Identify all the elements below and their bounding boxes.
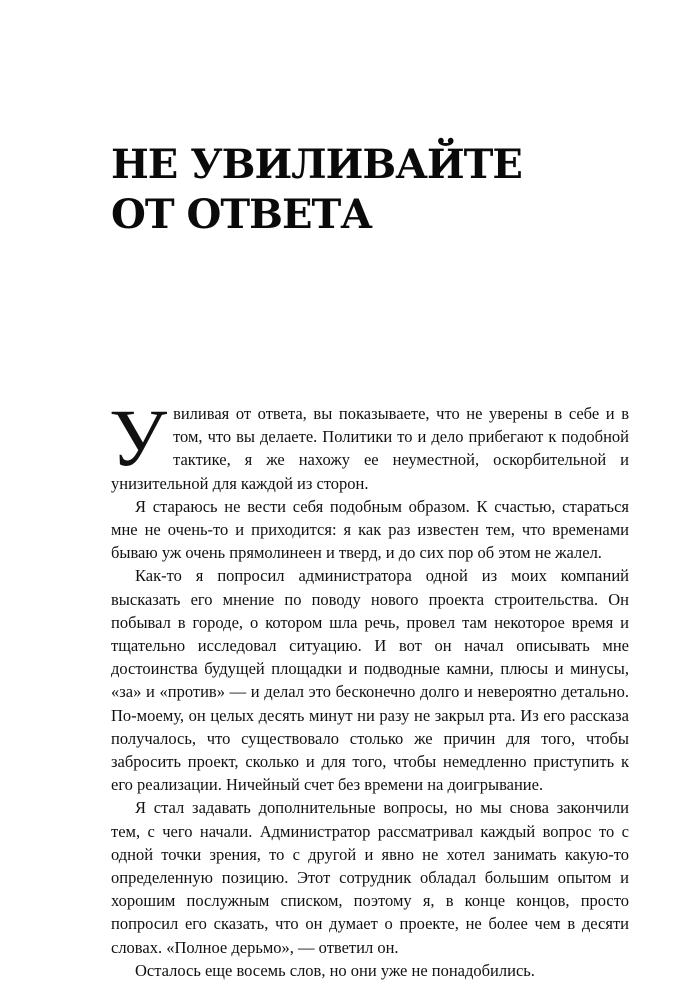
- paragraph-3: Как-то я попросил администратора одной из моих компаний высказать его мнение по поводу нового проекта строительства. Он побывал в городе, о котором шла речь, провел там некоторое время и тщательно исследовал ситуацию. И вот он начал описывать мне достоинства будущей площадки и подводные камни, плюсы и минусы, «за» и «против» — и делал это бесконечно долго и невероятно детально. По-моему, он целых десять минут ни разу не закрыл рта. Из его рассказа получалось, что существовало столько же причин для того, чтобы забросить проект, сколько и для того, чтобы немедленно приступить к его реализации. Ничейный счет без времени на доигрывание.: [111, 566, 629, 795]
- paragraph-5: Осталось еще восемь слов, но они уже не понадобились.: [135, 960, 535, 980]
- paragraph-2: Я стараюсь не вести себя подобным образом. К счастью, стараться мне не очень-то и приходится: я как раз известен тем, что временами бываю уж очень прямолинеен и тверд, и до сих пор об этом не жалел.: [111, 496, 629, 563]
- paragraph-4: Я стал задавать дополнительные вопросы, но мы снова закончили тем, с чего начали. Администратор рассматривал каждый вопрос то с одной точки зрения, то с другой и явно не хотел занимать какую-то определенную позицию. Этот сотрудник обладал большим опытом и хорошим послужным списком, поэтому я, в конце концов, просто попросил его сказать, что он думает о проекте, не более чем в десяти словах. «Полное дерьмо», — ответил он.: [111, 798, 629, 957]
- paragraph-1-text: виливая от ответа, вы показываете, что не уверены в себе и в том, что вы делаете. Политики то и дело прибегают к подобной тактике, я же нахожу ее неуместной, оскорбительной и унизительной для каждой из сторон.: [111, 404, 629, 493]
- drop-cap: У: [109, 392, 168, 483]
- paragraph-1: [109, 392, 629, 495]
- chapter-title: [111, 140, 522, 240]
- chapter-title-line-1: НЕ УВИЛИВАЙТЕ: [111, 141, 522, 188]
- chapter-body: [109, 392, 629, 982]
- chapter-title-line-2: ОТ ОТВЕТА: [111, 191, 372, 238]
